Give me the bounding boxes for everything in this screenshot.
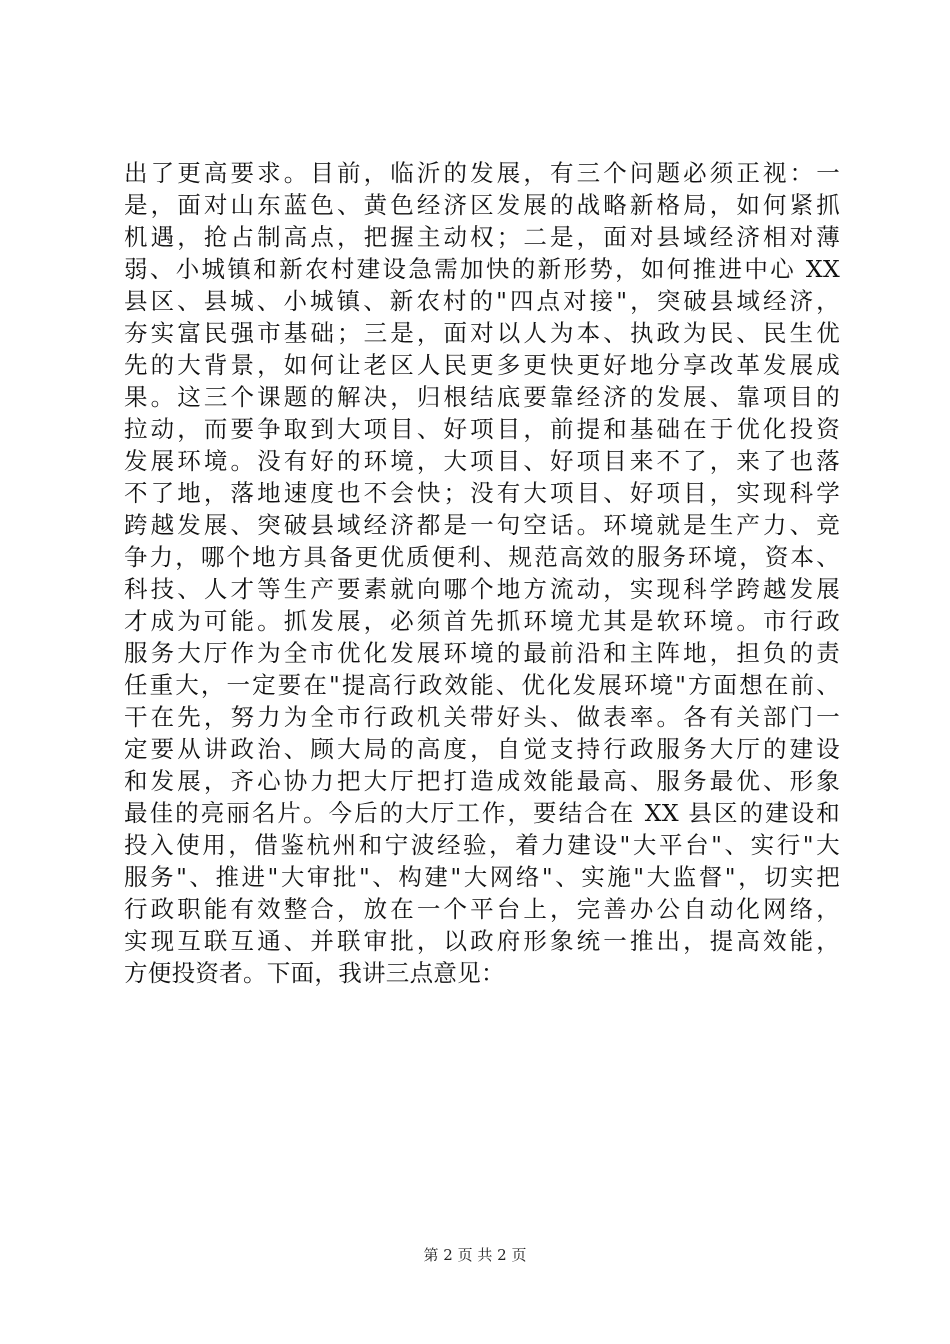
text-line: 拉动，而要争取到大项目、好项目，前提和基础在于优化投资: [124, 415, 840, 443]
page-number-label: 第 2 页 共 2 页: [423, 1246, 527, 1264]
text-line: 最佳的亮丽名片。今后的大厅工作，要结合在 XX 县区的建设和: [124, 799, 840, 827]
text-line: 先的大背景，如何让老区人民更多更快更好地分享改革发展成: [124, 351, 840, 379]
text-line: 定要从讲政治、顾大局的高度，自觉支持行政服务大厅的建设: [124, 735, 840, 763]
text-line: 争力，哪个地方具备更优质便利、规范高效的服务环境，资本、: [124, 543, 840, 571]
text-line: 方便投资者。下面，我讲三点意见：: [124, 959, 505, 987]
text-line: 机遇，抢占制高点，把握主动权；二是，面对县域经济相对薄: [124, 223, 840, 251]
text-line: 发展环境。没有好的环境，大项目、好项目来不了，来了也落: [124, 447, 840, 475]
text-line: 科技、人才等生产要素就向哪个地方流动，实现科学跨越发展: [124, 575, 840, 603]
text-line: 任重大，一定要在"提高行政效能、优化发展环境"方面想在前、: [124, 671, 840, 699]
text-line: 不了地，落地速度也不会快；没有大项目、好项目，实现科学: [124, 479, 840, 507]
body-paragraph: [124, 157, 840, 989]
text-line: 干在先，努力为全市行政机关带好头、做表率。各有关部门一: [124, 703, 840, 731]
page-footer: [0, 1245, 950, 1265]
text-line: 服务大厅作为全市优化发展环境的最前沿和主阵地，担负的责: [124, 639, 840, 667]
text-line: 果。这三个课题的解决，归根结底要靠经济的发展、靠项目的: [124, 383, 840, 411]
text-line: 服务"、推进"大审批"、构建"大网络"、实施"大监督"，切实把: [124, 863, 840, 891]
text-line: 行政职能有效整合，放在一个平台上，完善办公自动化网络，: [124, 895, 840, 923]
text-line: 县区、县城、小城镇、新农村的"四点对接"，突破县域经济，: [124, 287, 840, 315]
text-line: 出了更高要求。目前，临沂的发展，有三个问题必须正视：一: [124, 159, 840, 187]
text-line: 是，面对山东蓝色、黄色经济区发展的战略新格局，如何紧抓: [124, 191, 840, 219]
text-line: 和发展，齐心协力把大厅把打造成效能最高、服务最优、形象: [124, 767, 840, 795]
text-line: 投入使用，借鉴杭州和宁波经验，着力建设"大平台"、实行"大: [124, 831, 840, 859]
text-line: 夯实富民强市基础；三是，面对以人为本、执政为民、民生优: [124, 319, 840, 347]
text-line: 实现互联互通、并联审批，以政府形象统一推出，提高效能，: [124, 927, 840, 955]
text-line: 跨越发展、突破县域经济都是一句空话。环境就是生产力、竞: [124, 511, 840, 539]
text-line: 才成为可能。抓发展，必须首先抓环境尤其是软环境。市行政: [124, 607, 840, 635]
text-line: 弱、小城镇和新农村建设急需加快的新形势，如何推进中心 XX: [124, 255, 840, 283]
